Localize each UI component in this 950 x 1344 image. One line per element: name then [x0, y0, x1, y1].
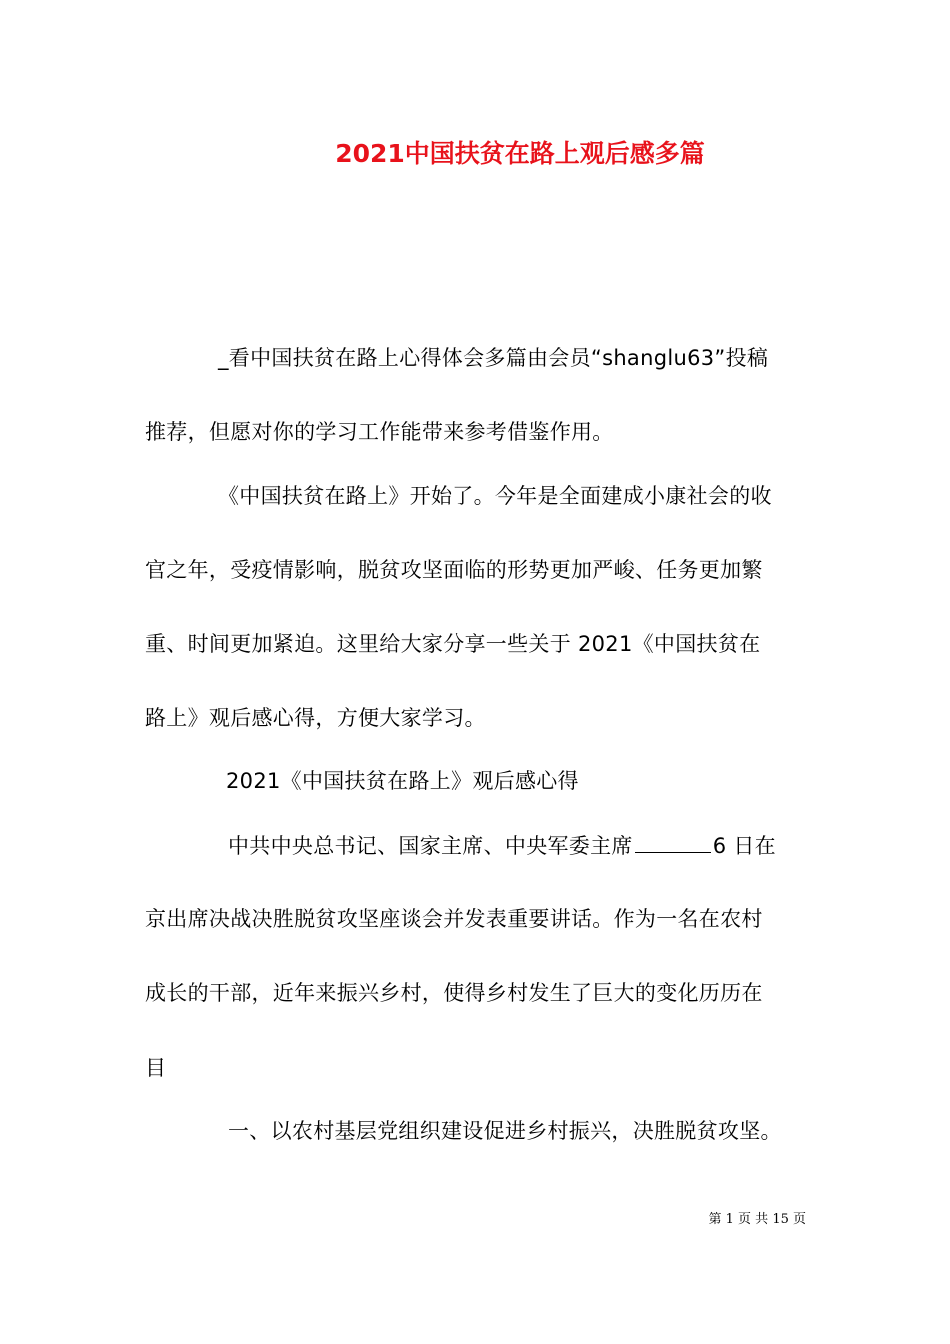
- paragraph-line-8: 京出席决战决胜脱贫攻坚座谈会并发表重要讲话。作为一名在农村: [145, 907, 763, 931]
- paragraph-line-1: _看中国扶贫在路上心得体会多篇由会员“shanglu63”投稿: [218, 346, 769, 370]
- paragraph-line-5: 重、时间更加紧迫。这里给大家分享一些关于 2021《中国扶贫在: [145, 632, 761, 656]
- paragraph-line-7-text: 中共中央总书记、国家主席、中央军委主席: [228, 834, 633, 858]
- paragraph-line-11: 一、以农村基层党组织建设促进乡村振兴，决胜脱贫攻坚。: [228, 1119, 782, 1143]
- document-title: 2021中国扶贫在路上观后感多篇: [335, 139, 705, 168]
- paragraph-line-4: 官之年，受疫情影响，脱贫攻坚面临的形势更加严峻、任务更加繁: [145, 558, 763, 582]
- paragraph-line-7: [228, 830, 776, 860]
- paragraph-line-3: 《中国扶贫在路上》开始了。今年是全面建成小康社会的收: [218, 484, 772, 508]
- paragraph-line-10: 目: [145, 1056, 167, 1080]
- paragraph-line-2: 推荐，但愿对你的学习工作能带来参考借鉴作用。: [145, 420, 614, 444]
- paragraph-line-7-tail: 6 日在: [712, 834, 776, 858]
- blank-underline: [635, 830, 711, 853]
- section-heading: 2021《中国扶贫在路上》观后感心得: [226, 769, 579, 793]
- paragraph-line-9: 成长的干部，近年来振兴乡村，使得乡村发生了巨大的变化历历在: [145, 981, 763, 1005]
- page-footer: 第 1 页 共 15 页: [708, 1212, 806, 1227]
- paragraph-line-6: 路上》观后感心得，方便大家学习。: [145, 706, 486, 730]
